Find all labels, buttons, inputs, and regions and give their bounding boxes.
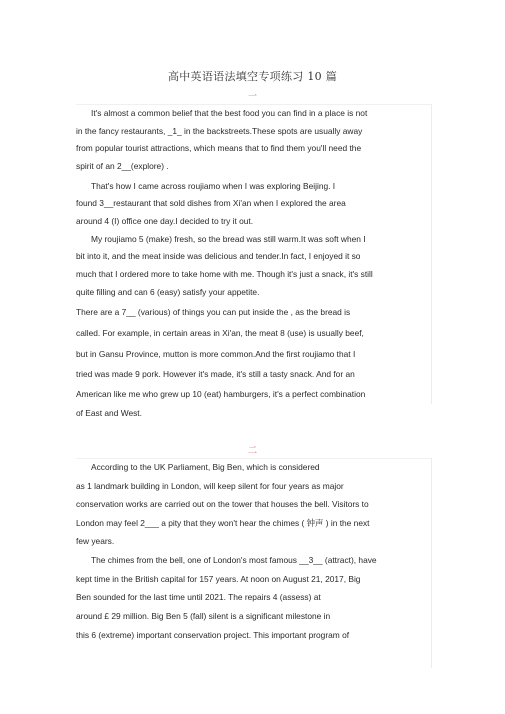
text-line: American like me who grew up 10 (eat) hamburgers, it's a perfect combination <box>76 389 366 399</box>
section-marker-two: 二 <box>247 446 257 456</box>
text-line: around £ 29 million. Big Ben 5 (fall) silent is a significant milestone in <box>76 611 331 621</box>
scan-line <box>76 104 431 105</box>
text-line: London may feel 2___ a pity that they won't hear the chimes ( 钟声 ) in the next <box>76 518 370 528</box>
text-line: as 1 landmark building in London, will keep silent for four years as major <box>76 481 344 491</box>
text-line: That's how I came across roujiamo when I was exploring Beijing. I <box>91 181 336 191</box>
text-line: conservation works are carried out on the tower that houses the bell. Visitors to <box>76 499 369 509</box>
text-line: much that I ordered more to take home with me. Though it's just a snack, it's still <box>76 269 373 279</box>
text-line: It's almost a common belief that the best food you can find in a place is not <box>91 108 368 118</box>
text-line: Ben sounded for the last time until 2021. The repairs 4 (assess) at <box>76 592 321 602</box>
text-line: quite filling and can 6 (easy) satisfy your appetite. <box>76 287 260 297</box>
text-line: kept time in the British capital for 157 years. At noon on August 21, 2017, Big <box>76 574 361 584</box>
page-title: 高中英语语法填空专项练习 10 篇 <box>167 70 338 83</box>
text-line: around 4 (I) office one day.I decided to try it out. <box>76 216 254 226</box>
text-line: According to the UK Parliament, Big Ben, which is considered <box>91 462 320 472</box>
text-line: tried was made 9 pork. However it's made, it's still a tasty snack. And for an <box>76 369 355 379</box>
scan-line <box>76 458 431 459</box>
section-marker-one: 一 <box>247 92 257 102</box>
text-line: found 3__restaurant that sold dishes from Xi'an when I explored the area <box>76 198 346 208</box>
text-line: from popular tourist attractions, which means that to find them you'll need the <box>76 143 362 153</box>
text-line: The chimes from the bell, one of London's most famous __3__ (attract), have <box>91 555 377 565</box>
text-line: called. For example, in certain areas in Xi'an, the meat 8 (use) is usually beef, <box>76 328 364 338</box>
scan-rule <box>431 104 432 404</box>
text-line: in the fancy restaurants, _1_ in the backstreets.These spots are usually away <box>76 126 363 136</box>
text-line: few years. <box>76 536 115 546</box>
text-line: bit into it, and the meat inside was delicious and tender.In fact, I enjoyed it so <box>76 251 361 261</box>
scan-rule <box>431 458 432 668</box>
text-line: My roujiamo 5 (make) fresh, so the bread was still warm.It was soft when I <box>91 234 366 244</box>
text-line: of East and West. <box>76 408 142 418</box>
text-line: but in Gansu Province, mutton is more common.And the first roujiamo that I <box>76 349 356 359</box>
text-line: spirit of an 2__(explore) . <box>76 161 169 171</box>
text-line: There are a 7__ (various) of things you can put inside the , as the bread is <box>76 307 351 317</box>
text-line: this 6 (extreme) important conservation project. This important program of <box>76 630 350 640</box>
